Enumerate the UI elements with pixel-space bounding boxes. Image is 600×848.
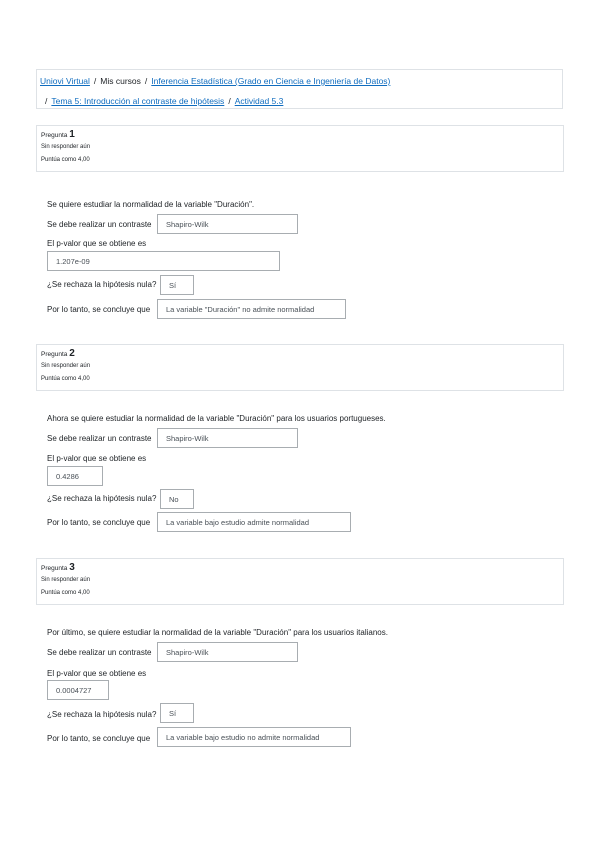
breadcrumb-link-course[interactable]: Inferencia Estadística (Grado en Ciencia e Ingeniería de Datos) bbox=[151, 76, 391, 86]
conclusion-answer-field[interactable]: La variable "Duración" no admite normalidad bbox=[157, 299, 346, 319]
conclusion-answer-field[interactable]: La variable bajo estudio admite normalidad bbox=[157, 512, 351, 532]
breadcrumb-separator: / bbox=[228, 96, 231, 106]
breadcrumb-separator: / bbox=[45, 96, 48, 106]
question-prefix: Pregunta bbox=[41, 351, 68, 358]
breadcrumb-link-topic[interactable]: Tema 5: Introducción al contraste de hipótesis bbox=[51, 96, 225, 106]
question-state: Sin responder aún bbox=[41, 577, 91, 583]
reject-label: ¿Se rechaza la hipótesis nula? bbox=[47, 280, 157, 289]
reject-answer-field[interactable]: Sí bbox=[160, 703, 194, 723]
reject-label: ¿Se rechaza la hipótesis nula? bbox=[47, 494, 157, 503]
question-text: Por último, se quiere estudiar la normalidad de la variable "Duración" para los usuarios italianos. bbox=[47, 628, 388, 637]
test-label: Se debe realizar un contraste bbox=[47, 220, 152, 229]
question-number bbox=[41, 129, 563, 141]
pvalue-answer-field[interactable]: 0.0004727 bbox=[47, 680, 109, 700]
test-label: Se debe realizar un contraste bbox=[47, 434, 152, 443]
question-text: Se quiere estudiar la normalidad de la variable "Duración". bbox=[47, 200, 255, 209]
test-answer-field[interactable]: Shapiro-Wilk bbox=[157, 428, 298, 448]
pvalue-label: El p-valor que se obtiene es bbox=[47, 239, 147, 248]
test-answer-field[interactable]: Shapiro-Wilk bbox=[157, 214, 298, 234]
question-state: Sin responder aún bbox=[41, 363, 91, 369]
conclusion-label: Por lo tanto, se concluye que bbox=[47, 305, 151, 314]
question-number-value: 2 bbox=[69, 348, 75, 359]
pvalue-answer-field[interactable]: 0.4286 bbox=[47, 466, 103, 486]
pvalue-label: El p-valor que se obtiene es bbox=[47, 454, 147, 463]
conclusion-answer-field[interactable]: La variable bajo estudio no admite normalidad bbox=[157, 727, 351, 747]
breadcrumb-separator: / bbox=[144, 76, 148, 86]
question-grade: Puntúa como 4,00 bbox=[41, 157, 90, 163]
question-text: Ahora se quiere estudiar la normalidad de la variable "Duración" para los usuarios portugueses. bbox=[47, 414, 386, 423]
reject-answer-field[interactable]: No bbox=[160, 489, 194, 509]
test-label: Se debe realizar un contraste bbox=[47, 648, 152, 657]
question-grade: Puntúa como 4,00 bbox=[41, 590, 90, 596]
question-prefix: Pregunta bbox=[41, 565, 68, 572]
question-info bbox=[36, 125, 564, 172]
question-state: Sin responder aún bbox=[41, 144, 91, 150]
question-info bbox=[36, 344, 564, 391]
conclusion-label: Por lo tanto, se concluye que bbox=[47, 518, 151, 527]
pvalue-label: El p-valor que se obtiene es bbox=[47, 669, 147, 678]
question-number bbox=[41, 348, 563, 360]
question-info bbox=[36, 558, 564, 605]
breadcrumb-my-courses: Mis cursos bbox=[100, 76, 141, 86]
question-number bbox=[41, 562, 563, 574]
breadcrumb-link-activity[interactable]: Actividad 5.3 bbox=[234, 96, 284, 106]
pvalue-answer-field[interactable]: 1.207e-09 bbox=[47, 251, 280, 271]
reject-label: ¿Se rechaza la hipótesis nula? bbox=[47, 710, 157, 719]
breadcrumb bbox=[36, 69, 563, 109]
conclusion-label: Por lo tanto, se concluye que bbox=[47, 734, 151, 743]
reject-answer-field[interactable]: Sí bbox=[160, 275, 194, 295]
test-answer-field[interactable]: Shapiro-Wilk bbox=[157, 642, 298, 662]
question-number-value: 3 bbox=[69, 562, 75, 573]
question-prefix: Pregunta bbox=[41, 132, 68, 139]
breadcrumb-link-home[interactable]: Uniovi Virtual bbox=[40, 76, 90, 86]
question-grade: Puntúa como 4,00 bbox=[41, 376, 90, 382]
breadcrumb-separator: / bbox=[93, 76, 97, 86]
question-number-value: 1 bbox=[69, 129, 75, 140]
